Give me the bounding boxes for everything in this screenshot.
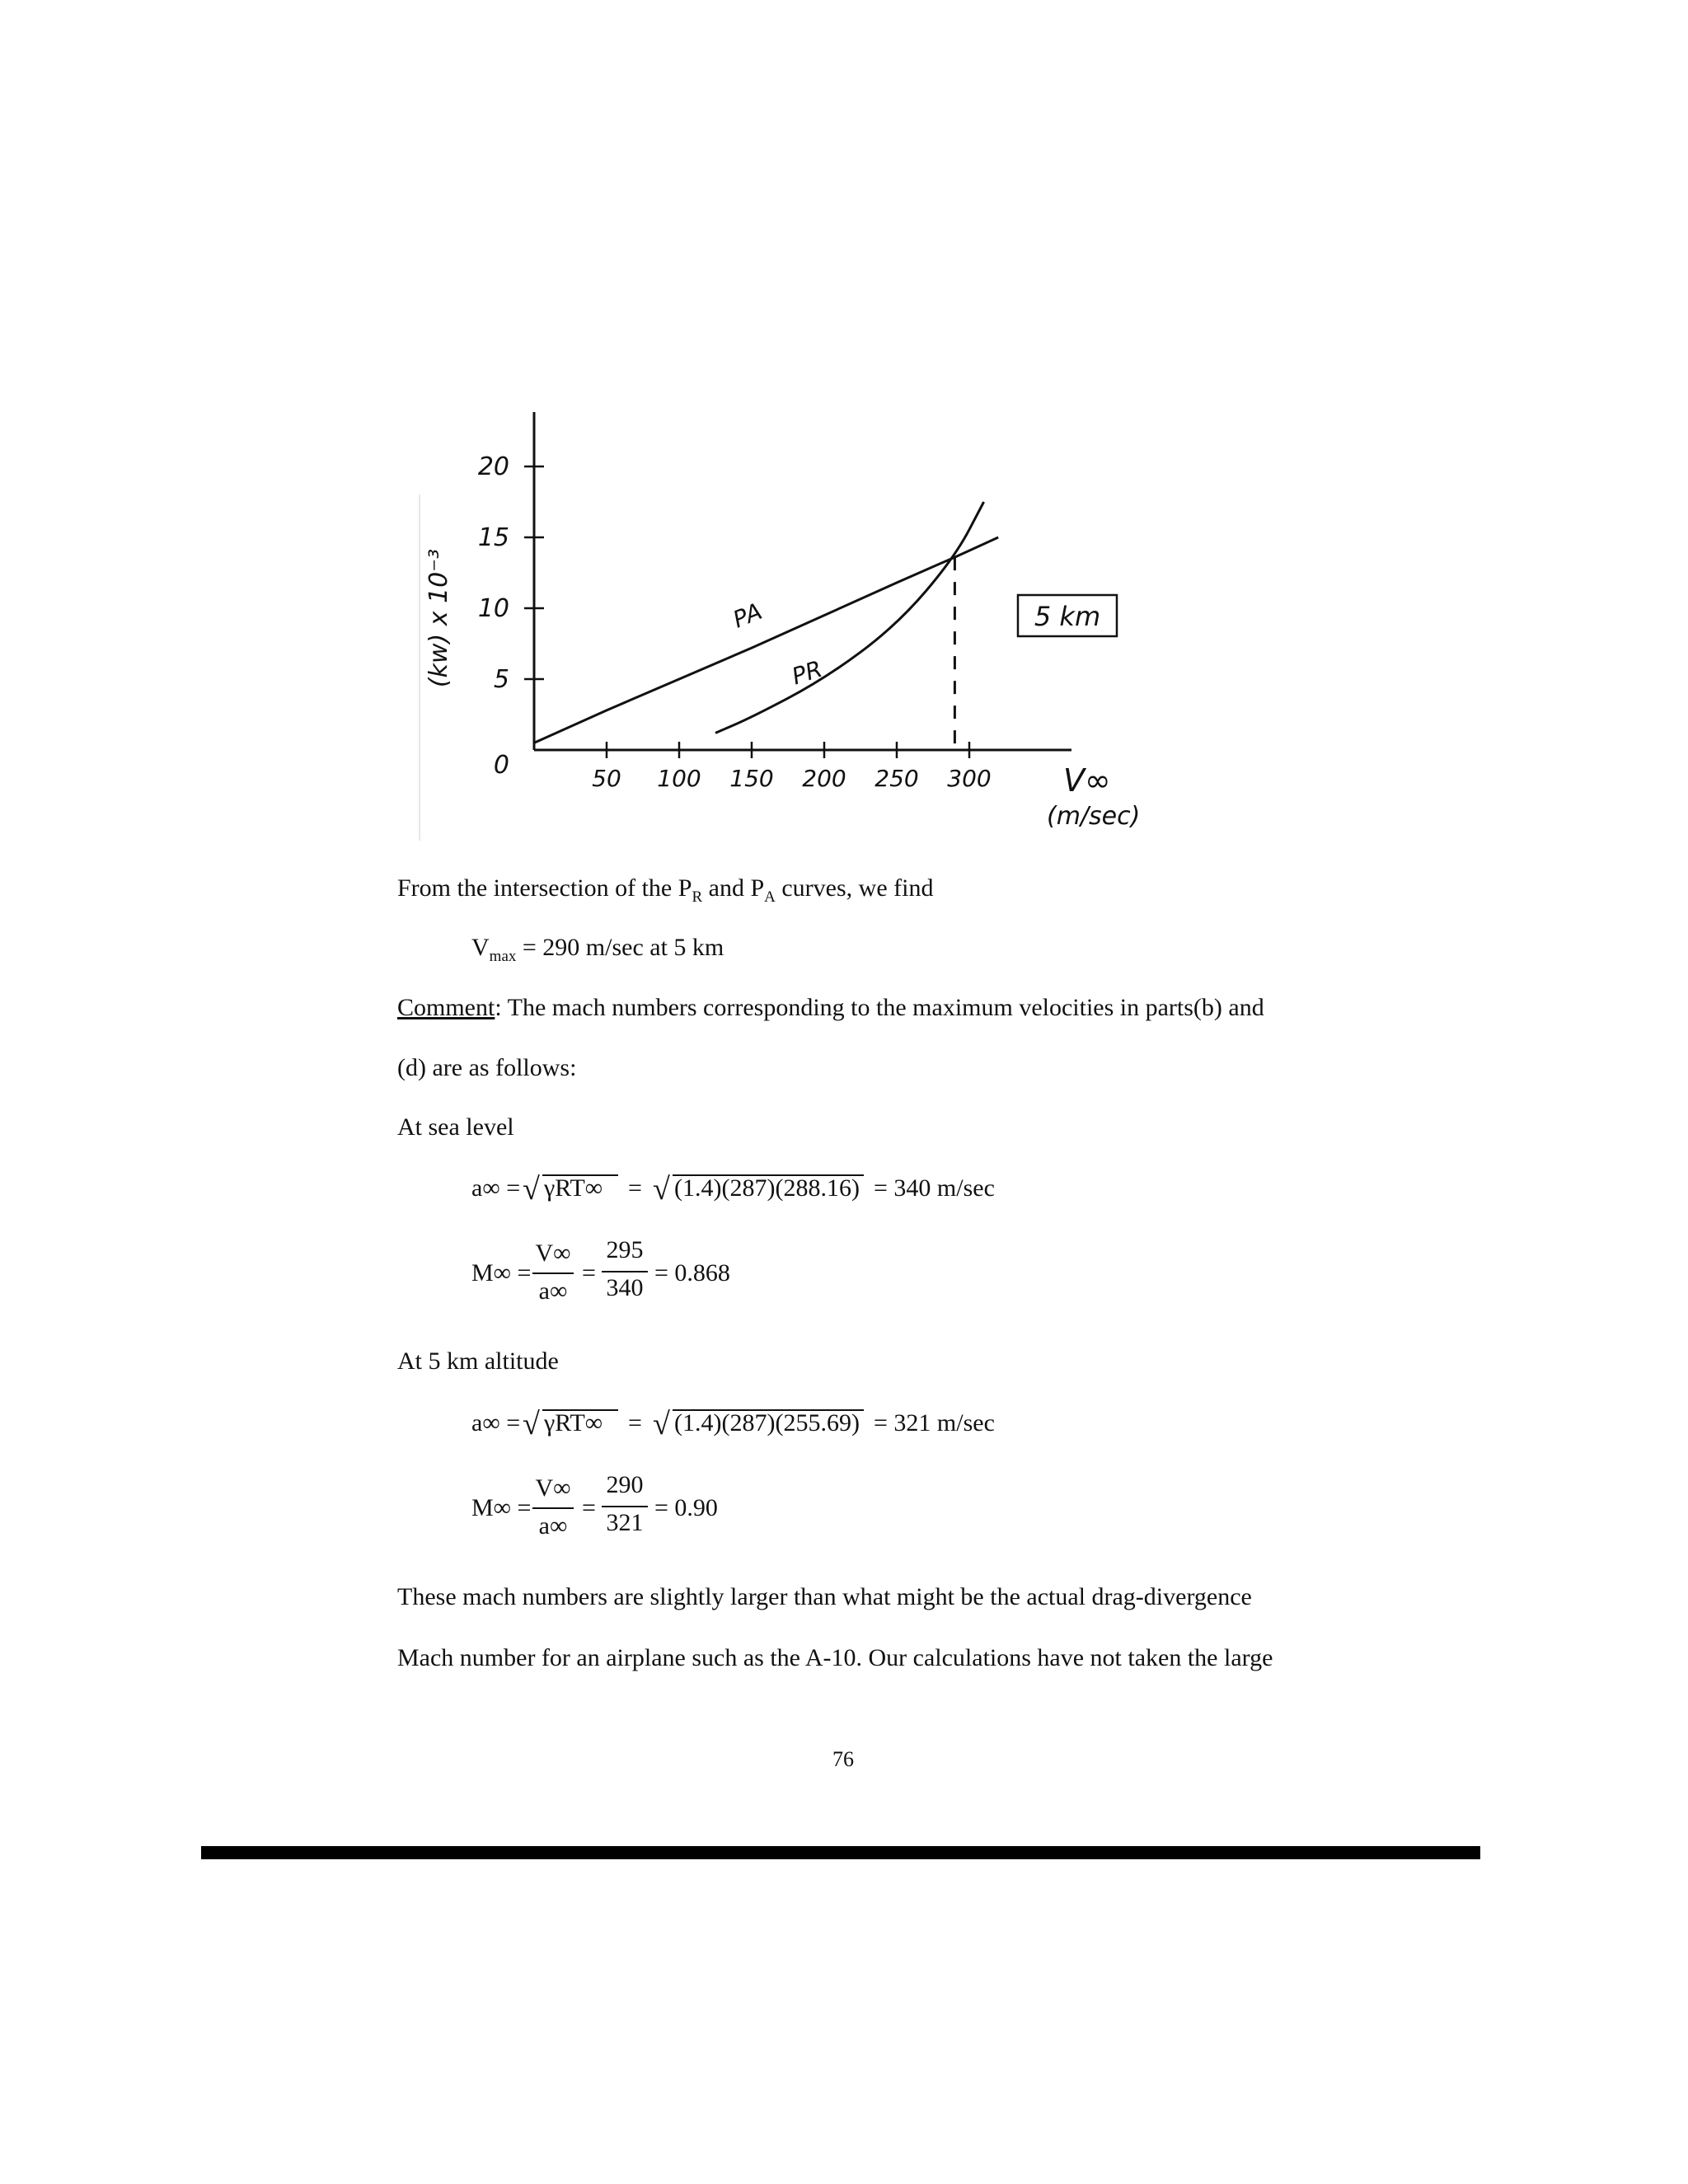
alt-m-den1: a∞ — [538, 1512, 568, 1540]
y-tick-label: 10 — [477, 594, 509, 623]
closing-paragraph-line2: Mach number for an airplane such as the A-10. Our calculations have not taken the large — [397, 1644, 1273, 1671]
x-tick-label: 200 — [802, 765, 846, 792]
alt-m-den2: 321 — [606, 1509, 644, 1536]
alt-a-rhs-root: (1.4)(287)(255.69) — [674, 1409, 860, 1436]
sea-m-den1: a∞ — [538, 1277, 568, 1305]
sea-eq-sign: = — [628, 1174, 642, 1202]
sea-m-num2: 295 — [606, 1236, 644, 1263]
comment-text: : The mach numbers corresponding to the maximum velocities in parts(b) and — [495, 994, 1264, 1021]
sea-level-heading: At sea level — [397, 1113, 514, 1141]
vmax-symbol: V — [471, 934, 490, 961]
alt-m-eq: = — [582, 1494, 596, 1521]
comment-paragraph-line2: (d) are as follows: — [397, 1054, 577, 1081]
y-tick-label: 15 — [477, 523, 509, 552]
sea-level-speed-of-sound-eq — [471, 1174, 1048, 1216]
x-axis-label-symbol: V∞ — [1063, 762, 1111, 799]
sea-m-lhs: M∞ = — [471, 1259, 532, 1286]
series-pa-curve — [534, 537, 998, 743]
alt-m-lhs: M∞ = — [471, 1494, 532, 1521]
sea-a-root: γRT∞ — [544, 1174, 603, 1202]
x-tick-label: 300 — [947, 765, 992, 792]
series-layer — [534, 502, 998, 743]
sea-m-eq: = — [582, 1259, 596, 1286]
sea-m-fraction-2 — [602, 1236, 648, 1310]
page-number: 76 — [832, 1747, 854, 1771]
alt-m-fraction-1 — [532, 1471, 574, 1545]
curve-pa-label: PA — [729, 597, 767, 634]
altitude-heading: At 5 km altitude — [397, 1347, 559, 1375]
chart-svg — [412, 387, 1236, 849]
sea-level-mach-eq — [471, 1236, 801, 1319]
footer-rule — [201, 1846, 1480, 1859]
intro-sentence — [397, 872, 933, 914]
altitude-box-text: 5 km — [1034, 601, 1101, 632]
subscript-a: A — [764, 888, 776, 906]
comment-label: Comment — [397, 994, 495, 1021]
sea-m-num1: V∞ — [535, 1240, 571, 1267]
alt-m-fraction-2 — [602, 1471, 648, 1545]
sea-a-result: = 340 m/sec — [874, 1174, 995, 1202]
sea-a-rhs-root: (1.4)(287)(288.16) — [674, 1174, 860, 1202]
intro-text-a: From the intersection of the P — [397, 874, 692, 902]
altitude-speed-of-sound-eq — [471, 1409, 1048, 1451]
alt-eq-sign: = — [628, 1409, 642, 1436]
curve-pr-label: PR — [788, 654, 826, 691]
vmax-result — [471, 931, 724, 973]
x-tick-label: 250 — [874, 765, 919, 792]
altitude-mach-eq — [471, 1471, 801, 1554]
alt-m-bar2 — [602, 1506, 648, 1507]
power-velocity-chart — [412, 387, 1236, 849]
sea-sqrt-sign-1: √ — [523, 1172, 540, 1207]
y-tick-label: 0 — [493, 751, 509, 780]
sea-m-bar2 — [602, 1271, 648, 1272]
subscript-r: R — [692, 888, 703, 906]
x-tick-label: 100 — [657, 765, 701, 792]
alt-a-lhs: a∞ = — [471, 1409, 521, 1436]
y-tick-label: 20 — [477, 452, 509, 481]
closing-paragraph-line1: These mach numbers are slightly larger than what might be the actual drag-divergence — [397, 1583, 1252, 1610]
alt-sqrt-sign-1: √ — [523, 1407, 540, 1441]
alt-m-bar1 — [532, 1507, 574, 1509]
alt-m-num2: 290 — [606, 1471, 644, 1498]
vmax-subscript: max — [489, 948, 517, 965]
sea-m-den2: 340 — [606, 1274, 644, 1301]
x-tick-label: 50 — [592, 765, 621, 792]
y-tick-label: 5 — [493, 665, 509, 694]
x-tick-label: 150 — [729, 765, 774, 792]
intro-text-c: curves, we find — [775, 874, 934, 902]
y-axis-label: (kw) x 10⁻³ — [424, 548, 453, 688]
x-axis-label-units: (m/sec) — [1047, 802, 1141, 831]
alt-sqrt-sign-2: √ — [653, 1407, 670, 1441]
alt-m-num1: V∞ — [535, 1474, 571, 1502]
sea-m-fraction-1 — [532, 1236, 574, 1310]
alt-a-result: = 321 m/sec — [874, 1409, 995, 1436]
alt-m-result: = 0.90 — [654, 1494, 718, 1521]
comment-paragraph-line1 — [397, 991, 1264, 1024]
sea-m-bar1 — [532, 1272, 574, 1274]
sea-sqrt-sign-2: √ — [653, 1172, 670, 1207]
intro-text-b: and P — [702, 874, 765, 902]
sea-a-lhs: a∞ = — [471, 1174, 521, 1202]
vmax-value: = 290 m/sec at 5 km — [516, 934, 724, 961]
alt-a-root: γRT∞ — [544, 1409, 603, 1436]
sea-m-result: = 0.868 — [654, 1259, 730, 1286]
